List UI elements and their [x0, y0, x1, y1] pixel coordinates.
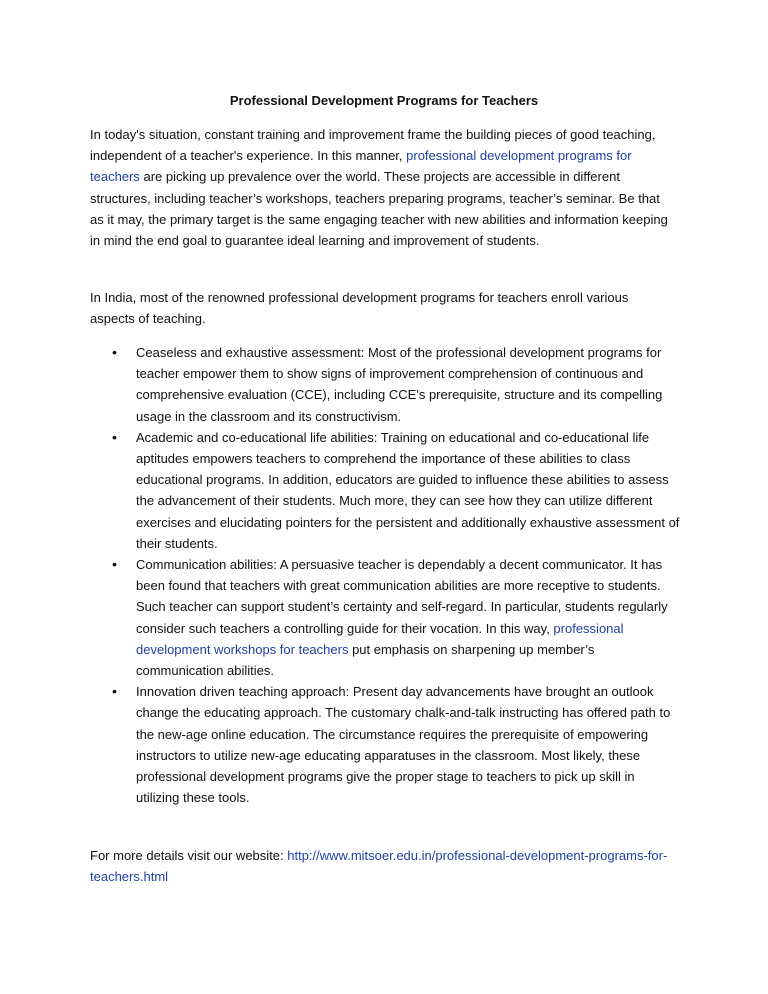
bullet-text-innovation: Innovation driven teaching approach: Present day advancements have brought an outlook change the educating approach. The customary chalk-and-talk instructing has offered path to the new-age online education. The circumstance requires the prerequisite of empowering instructors to utilize new-age educating apparatuses in the classroom. Most likely, these professional development programs give the proper stage to teachers to pick up skill in utilizing these tools. — [136, 684, 671, 806]
aspects-bullet-list — [90, 342, 680, 808]
bullet-text-cce: Ceaseless and exhaustive assessment: Most of the professional development programs for teacher empower them to show signs of improvement comprehension of continuous and comprehensive evaluation (CCE), including CCE's prerequisite, structure and its compelling usage in the classroom and its constructivism. — [136, 345, 663, 424]
india-paragraph: In India, most of the renowned professional development programs for teachers enroll various aspects of teaching. — [90, 290, 629, 327]
list-item — [90, 342, 680, 427]
list-item — [90, 554, 680, 681]
intro-text-after-link: are picking up prevalence over the world. These projects are accessible in different structures, including teacher’s workshops, teachers preparing programs, teacher’s seminar. Be that as it may, the primary target is the same engaging teacher with new abilities and information keeping in mind the end goal to guarantee ideal learning and improvement of students. — [90, 169, 668, 249]
intro-text-before-link: In today's situation, constant training and improvement frame the building pieces of good teaching, independent of a teacher's experience. In this manner, — [90, 127, 656, 164]
bullet-text-communication: Communication abilities: A persuasive teacher is dependably a decent communicator. It has been found that teachers with great communication abilities are more receptive to students. Such teacher can support student’s certainty and self-regard. In particular, students regularly consider such teachers a controlling guide for their vocation. In this way, — [136, 557, 668, 636]
footer-label: For more details visit our website: — [90, 848, 288, 863]
list-item — [90, 427, 680, 554]
professional-development-workshops-link[interactable]: professional development workshops for teachers — [136, 620, 624, 657]
website-link[interactable]: http://www.mitsoer.edu.in/professional-development-programs-for-teachers.html — [90, 848, 668, 885]
document-title: Professional Development Programs for Teachers — [229, 93, 539, 108]
list-item — [90, 681, 680, 808]
intro-paragraph — [90, 124, 675, 251]
professional-development-programs-link[interactable]: professional development programs for teachers — [90, 148, 632, 185]
bullet-text-communication-end: put emphasis on sharpening up member’s communication abilities. — [136, 641, 595, 679]
bullet-text-life-abilities: Academic and co-educational life abilities: Training on educational and co-educational life aptitudes empowers teachers to comprehend the importance of these abilities to class educational programs. In addition, educators are guided to influence these abilities to assess the advancement of their students. Much more, they can see how they can utilize different exercises and elucidating pointers for the persistent and additionally exhaustive assessment of their students. — [136, 429, 680, 551]
footer-paragraph — [90, 845, 690, 887]
